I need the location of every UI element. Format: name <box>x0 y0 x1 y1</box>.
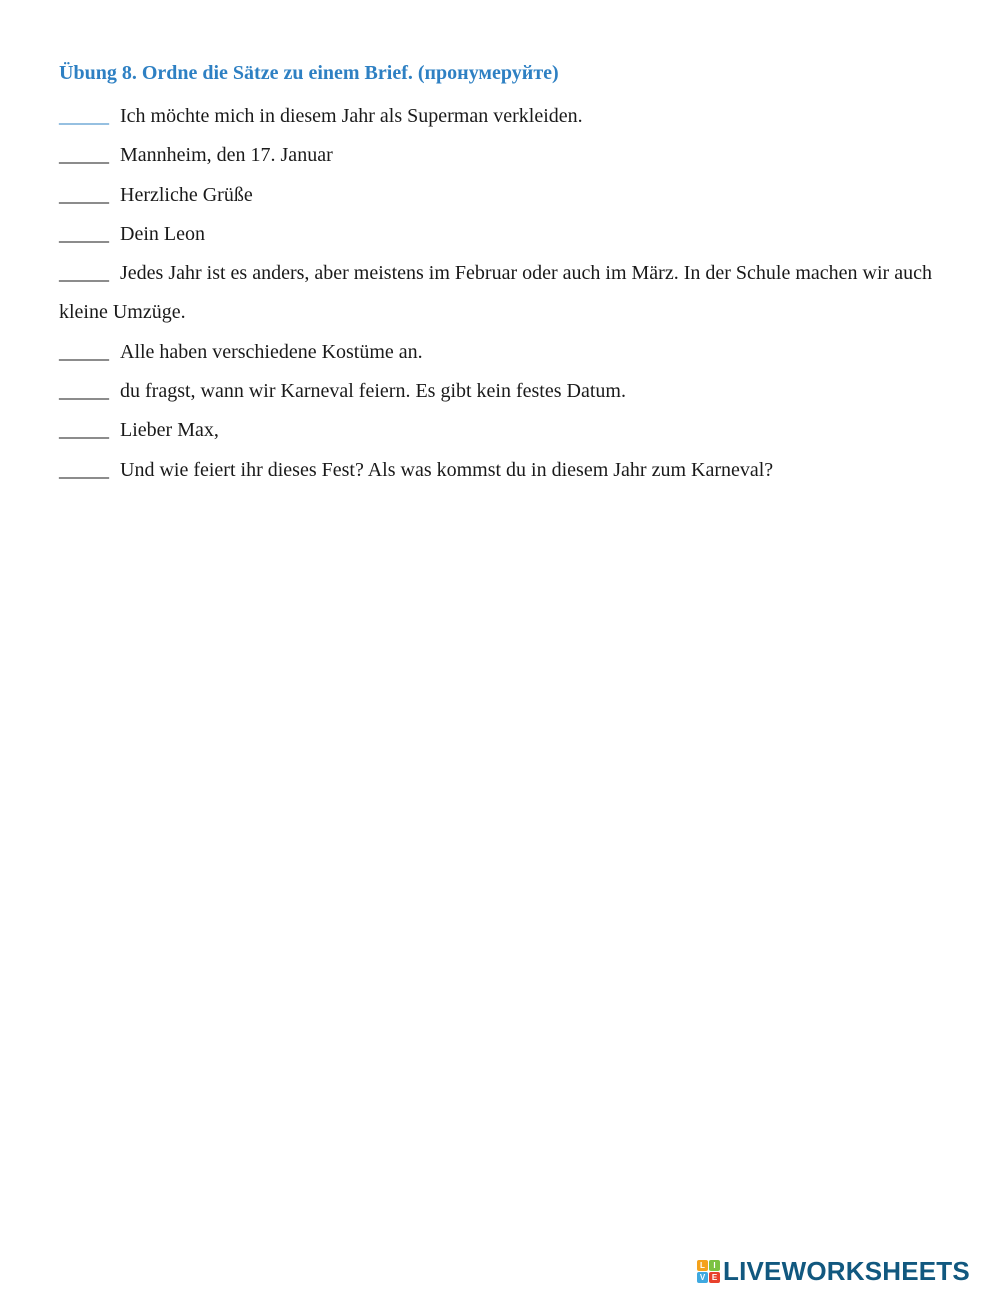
list-item <box>59 254 939 333</box>
list-item <box>59 176 939 215</box>
logo-letter: V <box>697 1272 708 1283</box>
answer-blank[interactable]: _____ <box>59 458 109 481</box>
sentence-text: Jedes Jahr ist es anders, aber meistens im Februar oder auch im März. In der Schule machen wir auch kleine Umzüge. <box>59 262 932 324</box>
answer-blank[interactable]: _____ <box>59 222 109 245</box>
liveworksheets-logo <box>697 1255 970 1287</box>
sentence-text: Mannheim, den 17. Januar <box>120 144 333 167</box>
sentence-text: Lieber Max, <box>120 419 219 442</box>
list-item <box>59 372 939 411</box>
list-item <box>59 333 939 372</box>
sentence-text: Dein Leon <box>120 222 205 245</box>
answer-blank[interactable]: _____ <box>59 262 109 285</box>
list-item <box>59 136 939 175</box>
sentence-text: Ich möchte mich in diesem Jahr als Superman verkleiden. <box>120 105 583 127</box>
live-logo-icon <box>697 1260 720 1283</box>
list-item <box>59 215 939 254</box>
list-item <box>59 451 939 490</box>
logo-wordmark: LIVEWORKSHEETS <box>723 1256 970 1286</box>
answer-blank[interactable]: _____ <box>59 380 109 403</box>
worksheet-page <box>59 58 939 490</box>
logo-letter: I <box>709 1260 720 1271</box>
sentence-text: du fragst, wann wir Karneval feiern. Es gibt kein festes Datum. <box>120 380 626 403</box>
sentence-text: Herzliche Grüße <box>120 183 253 206</box>
logo-letter: E <box>709 1272 720 1283</box>
answer-blank[interactable]: _____ <box>59 340 109 363</box>
logo-letter: L <box>697 1260 708 1271</box>
answer-blank[interactable]: _____ <box>59 419 109 442</box>
answer-blank[interactable]: _____ <box>59 183 109 206</box>
exercise-title: Übung 8. Ordne die Sätze zu einem Brief. (пронумеруйте) <box>59 62 559 84</box>
sentence-text: Alle haben verschiedene Kostüme an. <box>120 340 423 363</box>
list-item <box>59 411 939 450</box>
answer-blank[interactable]: _____ <box>59 105 109 127</box>
sentence-text: Und wie feiert ihr dieses Fest? Als was kommst du in diesem Jahr zum Karneval? <box>120 458 774 481</box>
answer-blank[interactable]: _____ <box>59 144 109 167</box>
list-item <box>59 97 939 136</box>
